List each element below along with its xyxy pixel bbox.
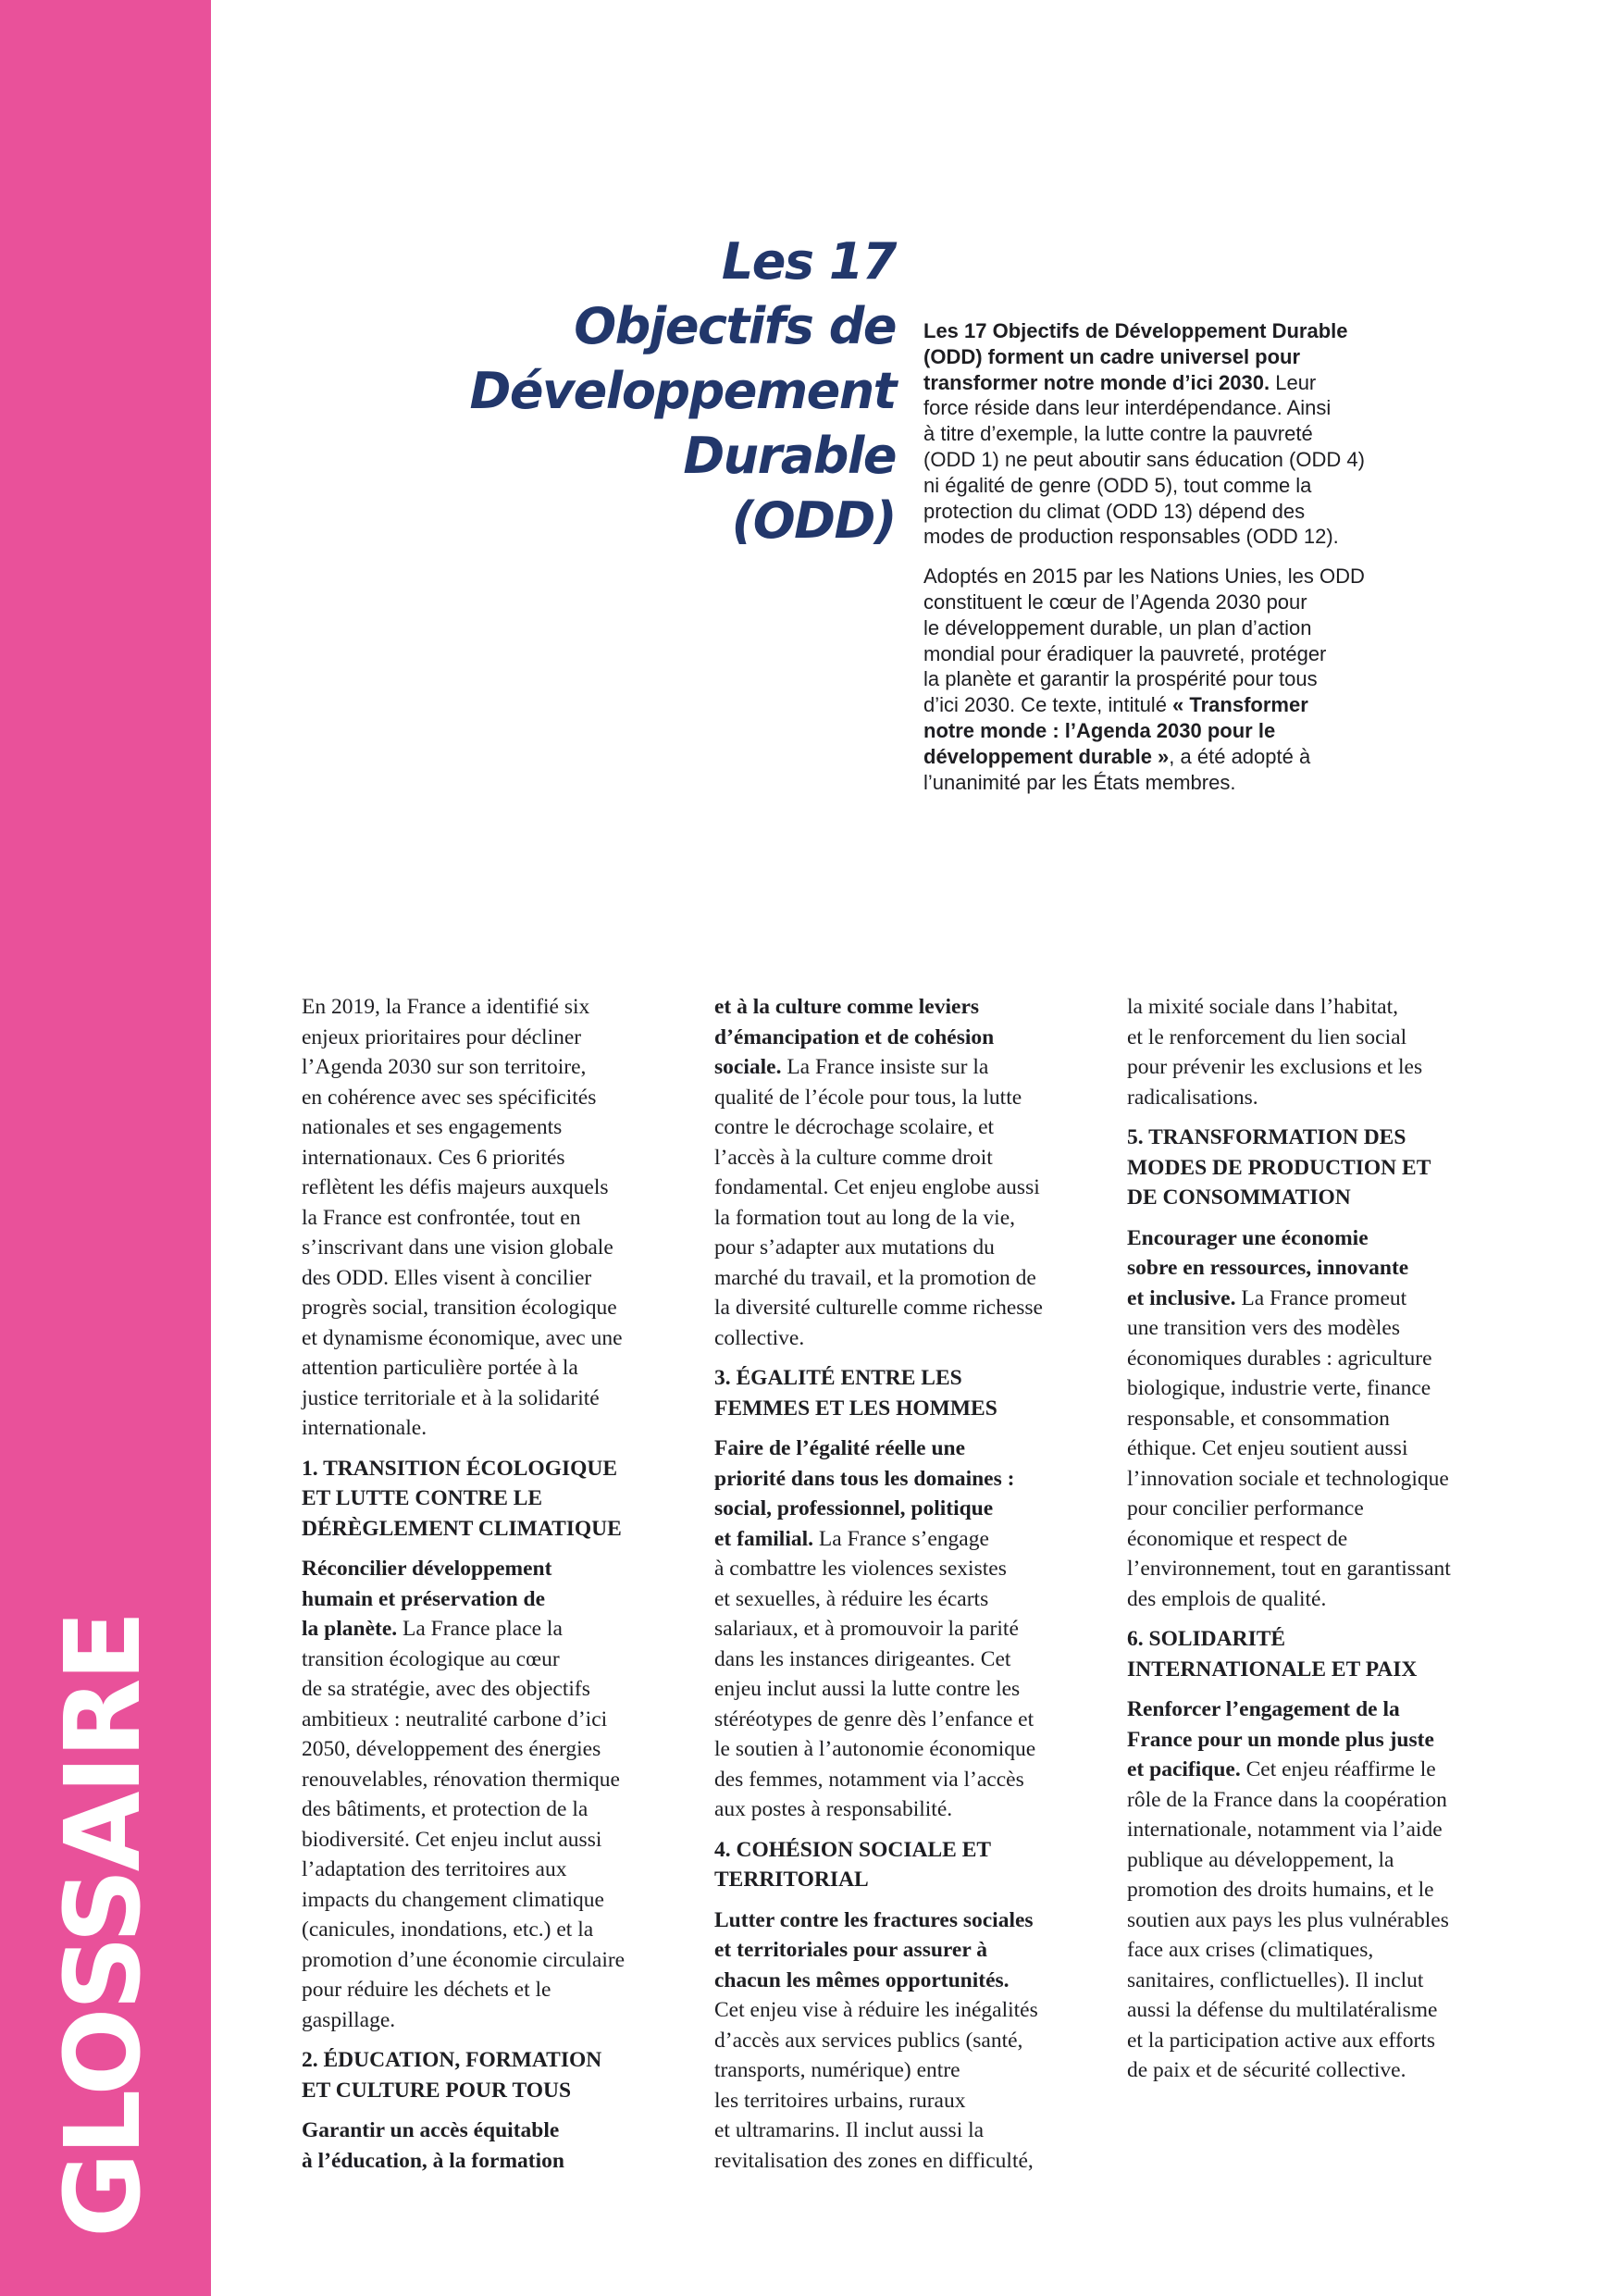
text-line: marché du travail, et la promotion de (714, 1265, 1036, 1290)
text-line: promotion des droits humains, et le (1127, 1878, 1434, 1902)
text-line: ni égalité de genre (ODD 5), tout comme la (923, 473, 1312, 497)
text-line: l’adaptation des territoires aux (302, 1857, 567, 1881)
heading-line: ET CULTURE POUR TOUS (302, 2078, 572, 2103)
text-line: biodiversité. Cet enjeu inclut aussi (302, 1827, 602, 1852)
text-line: sanitaires, conflictuelles). Il inclut (1127, 1967, 1424, 1992)
text-line: et dynamisme économique, avec une (302, 1325, 623, 1350)
heading-line: DE CONSOMMATION (1127, 1185, 1351, 1210)
text-line: la mixité sociale dans l’habitat, (1127, 995, 1399, 1019)
title-line: (ODD) (731, 491, 896, 550)
text-line: stéréotypes de genre dès l’enfance et (714, 1706, 1035, 1731)
text-line: (ODD 1) ne peut aboutir sans éducation (ODD 4) (923, 447, 1365, 471)
bold-lead: Encourager une économie (1127, 1225, 1369, 1250)
bold-lead: humain et préservation de (302, 1586, 546, 1611)
title-line: Durable (683, 427, 896, 485)
section-5-body (1127, 1223, 1534, 1615)
text-line: des ODD. Elles visent à concilier (302, 1265, 592, 1290)
heading-line: 2. ÉDUCATION, FORMATION (302, 2048, 602, 2072)
bold-lead: sobre en ressources, innovante (1127, 1256, 1409, 1280)
text-line: internationale. (302, 1416, 427, 1440)
text-line: la planète et garantir la prospérité pour tous (923, 667, 1318, 691)
heading-line: DÉRÈGLEMENT CLIMATIQUE (302, 1516, 622, 1541)
text-line: l’environnement, tout en garantissant (1127, 1557, 1451, 1581)
bold-lead: Renforcer l’engagement de la (1127, 1697, 1400, 1721)
text-line: radicalisations. (1127, 1085, 1258, 1110)
text-line: des bâtiments, et protection de la (302, 1797, 588, 1821)
glossaire-label: GLOSSAIRE (43, 1613, 164, 2238)
section-1-heading (302, 1454, 709, 1545)
body-column-2 (714, 992, 1121, 2186)
text-line: une transition vers des modèles (1127, 1316, 1400, 1340)
text-run: La France place la (397, 1617, 563, 1641)
text-line: enjeux prioritaires pour décliner (302, 1024, 582, 1049)
section-2-heading (302, 2045, 709, 2105)
text-line: transition écologique au cœur (302, 1646, 560, 1671)
bold-lead: la planète. (302, 1617, 398, 1641)
text-line: pour concilier performance (1127, 1496, 1364, 1520)
text-line: protection du climat (ODD 13) dépend des (923, 499, 1306, 523)
text-line: publique au développement, la (1127, 1847, 1394, 1872)
agenda-title: développement durable » (923, 744, 1170, 768)
text-line: Adoptés en 2015 par les Nations Unies, les ODD (923, 565, 1365, 589)
text-line: impacts du changement climatique (302, 1887, 604, 1912)
intro-paragraph-1 (923, 318, 1451, 550)
section-2-lead-start (302, 2116, 709, 2176)
section-1-body (302, 1554, 709, 2035)
heading-line: INTERNATIONALE ET PAIX (1127, 1657, 1418, 1682)
text-line: pour réduire les déchets et le (302, 1978, 551, 2002)
bold-lead: Garantir un accès équitable (302, 2118, 560, 2142)
bold-lead: et territoriales pour assurer à (714, 1938, 987, 1962)
section-6-body (1127, 1694, 1534, 2086)
text-line: mondial pour éradiquer la pauvreté, protéger (923, 641, 1327, 665)
text-run: La France s’engage (813, 1526, 989, 1551)
text-line: face aux crises (climatiques, (1127, 1938, 1374, 1962)
text-line: (canicules, inondations, etc.) et la (302, 1917, 594, 1942)
text-line: et ultramarins. Il inclut aussi la (714, 2118, 985, 2142)
bold-lead: (ODD) forment un cadre universel pour (923, 344, 1301, 368)
text-line: contre le décrochage scolaire, et (714, 1115, 995, 1139)
heading-line: MODES DE PRODUCTION ET (1127, 1155, 1431, 1180)
text-line: progrès social, transition écologique (302, 1296, 617, 1320)
text-line: internationaux. Ces 6 priorités (302, 1145, 565, 1170)
text-line: l’accès à la culture comme droit (714, 1145, 993, 1170)
heading-line: 6. SOLIDARITÉ (1127, 1627, 1286, 1651)
section-4-body-continued (1127, 992, 1534, 1112)
text-line: et le renforcement du lien social (1127, 1024, 1407, 1049)
section-3-heading (714, 1363, 1121, 1423)
text-line: à combattre les violences sexistes (714, 1557, 1007, 1581)
text-line: pour prévenir les exclusions et les (1127, 1055, 1423, 1079)
text-line: l’Agenda 2030 sur son territoire, (302, 1055, 587, 1079)
text-line: attention particulière portée à la (302, 1356, 578, 1380)
text-line: la diversité culturelle comme richesse (714, 1296, 1043, 1320)
section-4-heading (714, 1835, 1121, 1895)
text-line: la formation tout au long de la vie, (714, 1205, 1015, 1230)
text-line: l’innovation sociale et technologique (1127, 1466, 1449, 1491)
bold-lead: transformer notre monde d’ici 2030. (923, 370, 1270, 394)
text-line: promotion d’une économie circulaire (302, 1947, 626, 1972)
text-line: Cet enjeu vise à réduire les inégalités (714, 1998, 1038, 2022)
section-6-heading (1127, 1624, 1534, 1684)
intro-paragraph-2 (923, 564, 1451, 795)
text-line: des emplois de qualité. (1127, 1586, 1327, 1611)
body-column-3 (1127, 992, 1534, 2096)
text-line: de paix et de sécurité collective. (1127, 2058, 1406, 2082)
text-line: le soutien à l’autonomie économique (714, 1737, 1036, 1761)
bold-lead: Lutter contre les fractures sociales (714, 1907, 1034, 1932)
sidebar-band (0, 0, 211, 2296)
text-line: fondamental. Cet enjeu englobe aussi (714, 1175, 1040, 1199)
text-line: soutien aux pays les plus vulnérables (1127, 1907, 1449, 1932)
text-line: salariaux, et à promouvoir la parité (714, 1617, 1019, 1641)
heading-line: FEMMES ET LES HOMMES (714, 1396, 997, 1421)
text-line: et la participation active aux efforts (1127, 2028, 1435, 2053)
body-intro (302, 992, 709, 1444)
text-line: dans les instances dirigeantes. Cet (714, 1646, 1011, 1671)
heading-line: 5. TRANSFORMATION DES (1127, 1125, 1406, 1149)
text-line: constituent le cœur de l’Agenda 2030 pour (923, 590, 1307, 614)
bold-lead: social, professionnel, politique (714, 1496, 994, 1520)
intro-text (923, 318, 1451, 809)
bold-lead: chacun les mêmes opportunités. (714, 1967, 1010, 1992)
text-line: renouvelables, rénovation thermique (302, 1767, 620, 1792)
text-line: les territoires urbains, ruraux (714, 2088, 966, 2113)
heading-line: 1. TRANSITION ÉCOLOGIQUE (302, 1456, 618, 1481)
heading-line: ET LUTTE CONTRE LE (302, 1486, 543, 1510)
text-line: économique et respect de (1127, 1526, 1348, 1551)
text-line: d’accès aux services publics (santé, (714, 2028, 1023, 2053)
text-line: En 2019, la France a identifié six (302, 995, 590, 1019)
title-line: Les 17 (721, 232, 896, 291)
text-line: rôle de la France dans la coopération (1127, 1787, 1447, 1812)
agenda-title: notre monde : l’Agenda 2030 pour le (923, 718, 1276, 742)
text-run: La France insiste sur la (781, 1055, 989, 1079)
text-line: nationales et ses engagements (302, 1115, 563, 1139)
text-line: aux postes à responsabilité. (714, 1797, 953, 1821)
heading-line: 3. ÉGALITÉ ENTRE LES (714, 1366, 962, 1390)
text-line: qualité de l’école pour tous, la lutte (714, 1085, 1022, 1110)
text-line: responsable, et consommation (1127, 1406, 1390, 1431)
text-line: collective. (714, 1325, 805, 1350)
text-line: pour s’adapter aux mutations du (714, 1235, 995, 1260)
agenda-title: « Transformer (1172, 693, 1308, 717)
text-line: biologique, industrie verte, finance (1127, 1376, 1431, 1400)
body-column-1 (302, 992, 709, 2186)
section-5-heading (1127, 1123, 1534, 1213)
text-run: Cet enjeu réaffirme le (1240, 1757, 1436, 1781)
text-line: ambitieux : neutralité carbone d’ici (302, 1706, 608, 1731)
text-line: reflètent les défis majeurs auxquels (302, 1175, 609, 1199)
text-line: force réside dans leur interdépendance. Ainsi (923, 396, 1332, 420)
text-line: gaspillage. (302, 2007, 396, 2032)
text-run: Leur (1270, 370, 1317, 394)
bold-lead: d’émancipation et de cohésion (714, 1024, 995, 1049)
section-2-body (714, 992, 1121, 1353)
text-line: en cohérence avec ses spécificités (302, 1085, 597, 1110)
text-line: la France est confrontée, tout en (302, 1205, 581, 1230)
text-line: des femmes, notamment via l’accès (714, 1767, 1024, 1792)
text-line: revitalisation des zones en difficulté, (714, 2148, 1034, 2173)
section-3-body (714, 1433, 1121, 1825)
bold-lead: à l’éducation, à la formation (302, 2148, 564, 2173)
text-line: modes de production responsables (ODD 12). (923, 525, 1339, 549)
text-line: à titre d’exemple, la lutte contre la pauvreté (923, 422, 1313, 446)
bold-lead: Réconcilier développement (302, 1557, 552, 1581)
text-line: l’unanimité par les États membres. (923, 770, 1236, 794)
title-line: Développement (469, 362, 896, 420)
title-line: Objectifs de (574, 297, 896, 355)
text-line: le développement durable, un plan d’action (923, 615, 1312, 639)
text-line: justice territoriale et à la solidarité (302, 1385, 600, 1410)
heading-line: 4. COHÉSION SOCIALE ET (714, 1837, 992, 1862)
text-line: et sexuelles, à réduire les écarts (714, 1586, 989, 1611)
text-run: La France promeut (1235, 1285, 1407, 1310)
bold-lead: Faire de l’égalité réelle une (714, 1436, 966, 1460)
text-line: 2050, développement des énergies (302, 1737, 601, 1761)
text-run: d’ici 2030. Ce texte, intitulé (923, 693, 1173, 717)
bold-lead: France pour un monde plus juste (1127, 1727, 1434, 1752)
section-4-body (714, 1905, 1121, 2177)
text-line: aussi la défense du multilatéralisme (1127, 1998, 1438, 2022)
bold-lead: Les 17 Objectifs de Développement Durable (923, 319, 1348, 342)
text-line: s’inscrivant dans une vision globale (302, 1235, 613, 1260)
bold-lead: et à la culture comme leviers (714, 995, 980, 1019)
page-title (315, 230, 896, 553)
bold-lead: et familial. (714, 1526, 814, 1551)
bold-lead: et inclusive. (1127, 1285, 1236, 1310)
text-line: éthique. Cet enjeu soutient aussi (1127, 1436, 1408, 1460)
heading-line: TERRITORIAL (714, 1868, 869, 1892)
bold-lead: priorité dans tous les domaines : (714, 1466, 1015, 1491)
bold-lead: et pacifique. (1127, 1757, 1241, 1781)
text-line: de sa stratégie, avec des objectifs (302, 1677, 590, 1701)
text-line: transports, numérique) entre (714, 2058, 960, 2082)
text-line: internationale, notamment via l’aide (1127, 1818, 1443, 1842)
text-line: économiques durables : agriculture (1127, 1346, 1432, 1371)
text-line: enjeu inclut aussi la lutte contre les (714, 1677, 1021, 1701)
text-run: , a été adopté à (1169, 744, 1311, 768)
bold-lead: sociale. (714, 1055, 782, 1079)
